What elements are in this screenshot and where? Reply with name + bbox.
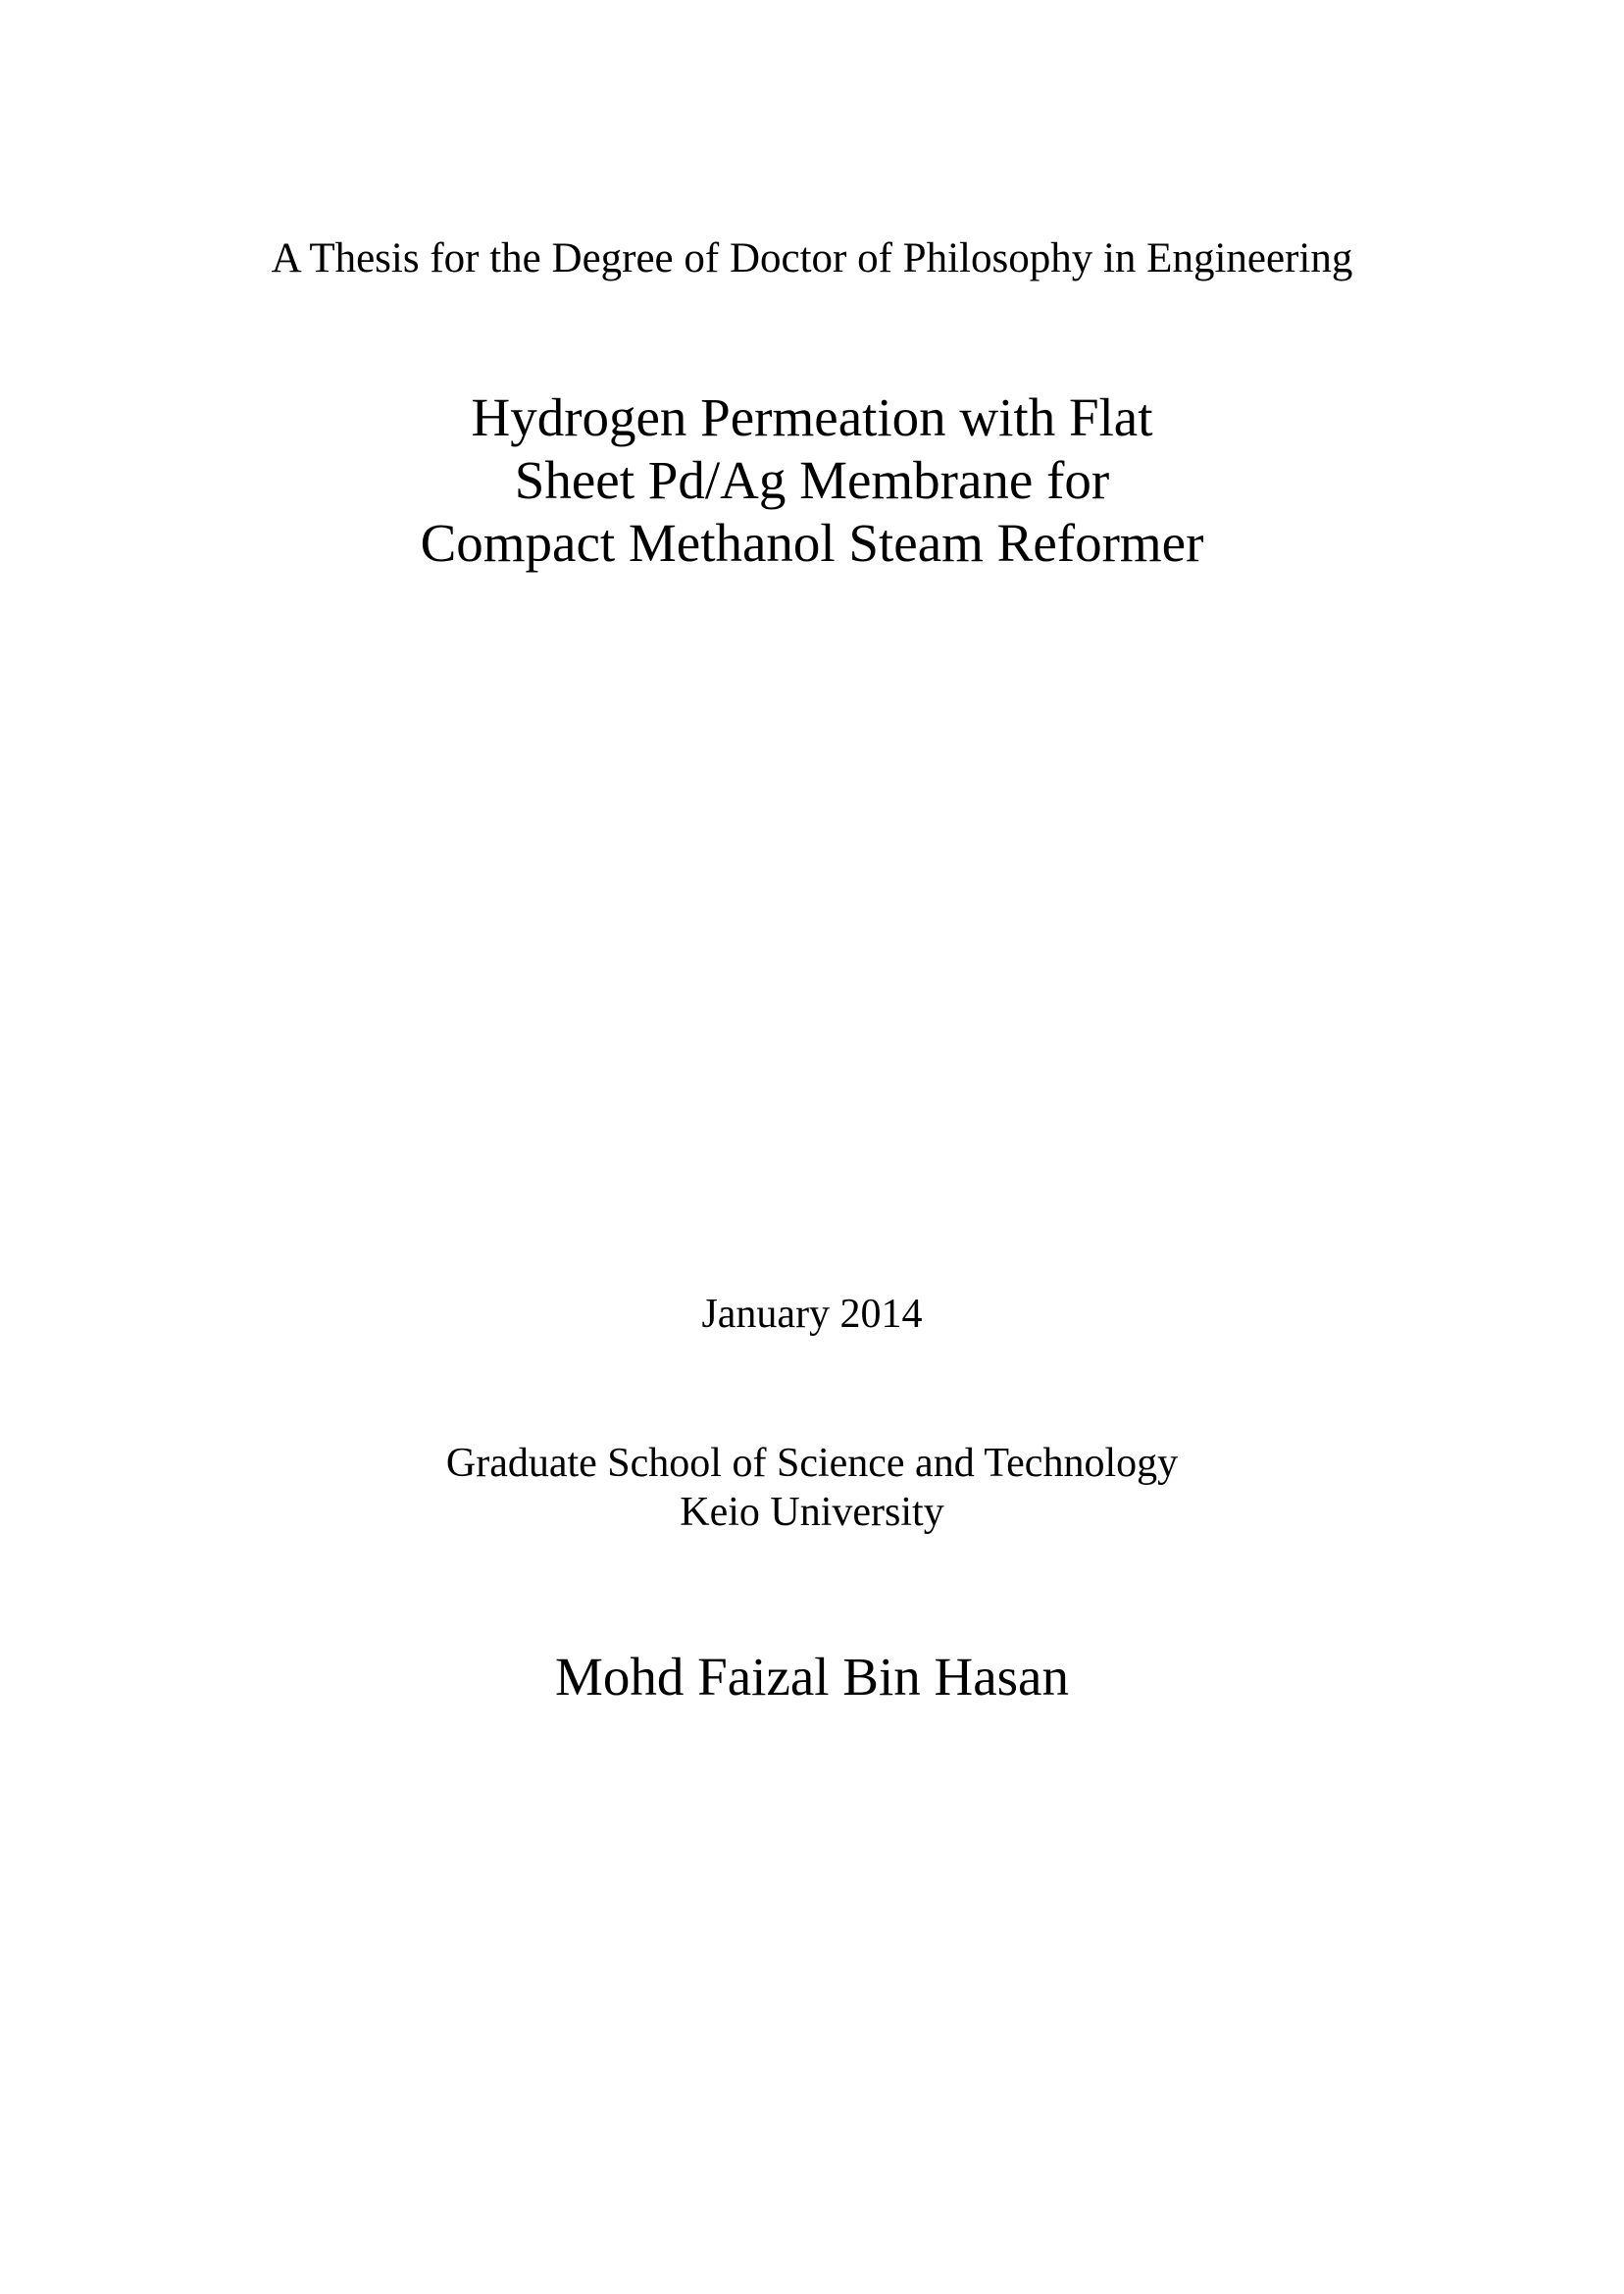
graduate-school: Graduate School of Science and Technology [445,1441,1179,1486]
institution [0,1439,1624,1537]
thesis-title-line-3: Compact Methanol Steam Reformer [420,513,1204,573]
submission-date: January 2014 [701,1292,923,1337]
author-name: Mohd Faizal Bin Hasan [555,1647,1069,1707]
thesis-title-line-2: Sheet Pd/Ag Membrane for [514,450,1110,510]
thesis-title-line-1: Hydrogen Permeation with Flat [471,387,1153,447]
university-name: Keio University [680,1490,944,1535]
degree-statement: A Thesis for the Degree of Doctor of Philosophy in Engineering [271,235,1353,281]
thesis-title [0,386,1624,575]
